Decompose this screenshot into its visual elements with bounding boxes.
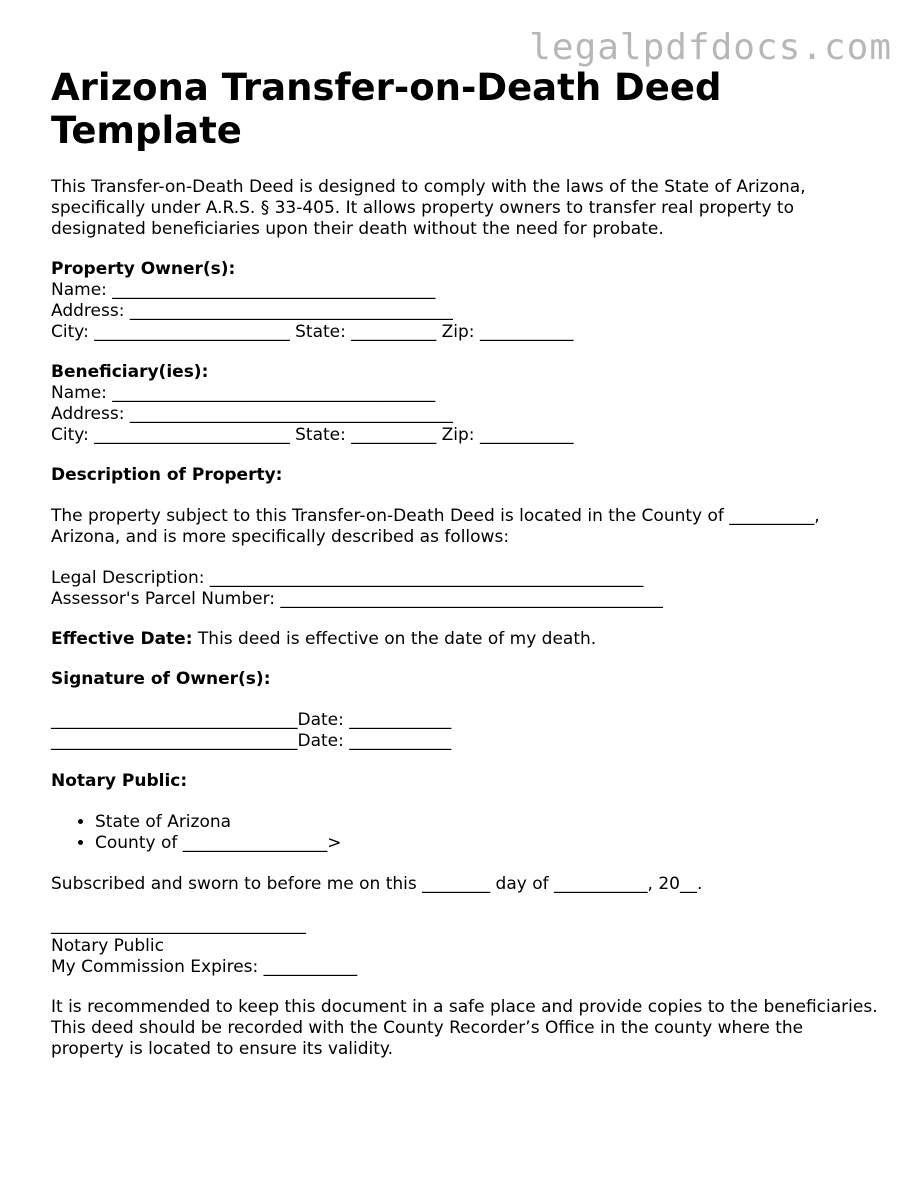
commission-expires-field: My Commission Expires: ___________ — [51, 957, 358, 977]
intro-paragraph: This Transfer-on-Death Deed is designed to comply with the laws of the State of Arizona, specifically under A.R.S. § 33-405. It allows property owners to transfer real property to designated beneficiaries upon their death without the need for probate. — [51, 177, 806, 239]
notary-title: Notary Public — [51, 936, 164, 956]
property-heading: Description of Property: — [51, 465, 283, 485]
effective-date — [51, 629, 881, 650]
owner-address-field: Address: ______________________________________ — [51, 301, 453, 321]
owner-city-field: City: _______________________ State: __________ Zip: ___________ — [51, 322, 574, 342]
beneficiaries-section — [51, 362, 881, 446]
page-title: Arizona Transfer-on-Death Deed Template — [51, 66, 722, 152]
owners-section — [51, 259, 881, 343]
effective-date-text: This deed is effective on the date of my death. — [192, 629, 597, 649]
property-description: The property subject to this Transfer-on-Death Deed is located in the County of __________, Arizona, and is more specifically described as follows: — [51, 506, 820, 547]
notary-list — [51, 812, 881, 854]
parcel-number-field: Assessor's Parcel Number: _____________________________________________ — [51, 589, 663, 609]
notary-signature-line: ______________________________ — [51, 915, 306, 935]
sworn-statement: Subscribed and sworn to before me on this ________ day of ___________, 20__. — [51, 874, 703, 894]
signature-line-2: _____________________________Date: ____________ — [51, 731, 452, 751]
beneficiary-address-field: Address: ______________________________________ — [51, 404, 453, 424]
effective-date-label: Effective Date: — [51, 629, 193, 649]
document-page — [51, 66, 881, 1060]
beneficiaries-heading: Beneficiary(ies): — [51, 362, 209, 382]
signature-line-1: _____________________________Date: ____________ — [51, 710, 452, 730]
owner-name-field: Name: ______________________________________ — [51, 280, 436, 300]
property-section — [51, 465, 881, 610]
signature-heading: Signature of Owner(s): — [51, 669, 271, 689]
watermark: legalpdfdocs.com — [529, 27, 892, 68]
beneficiary-city-field: City: _______________________ State: __________ Zip: ___________ — [51, 425, 574, 445]
closing-paragraph: It is recommended to keep this document in a safe place and provide copies to the beneficiaries. This deed should be recorded with the County Recorder’s Office in the county where the property is located to ensure its validity. — [51, 997, 878, 1059]
signature-section — [51, 669, 881, 752]
notary-heading: Notary Public: — [51, 771, 188, 791]
legal-description-field: Legal Description: ___________________________________________________ — [51, 568, 644, 588]
list-item: • County of _________________> — [95, 833, 881, 854]
list-item: • State of Arizona — [95, 812, 881, 833]
notary-section — [51, 771, 881, 978]
beneficiary-name-field: Name: ______________________________________ — [51, 383, 436, 403]
owners-heading: Property Owner(s): — [51, 259, 236, 279]
